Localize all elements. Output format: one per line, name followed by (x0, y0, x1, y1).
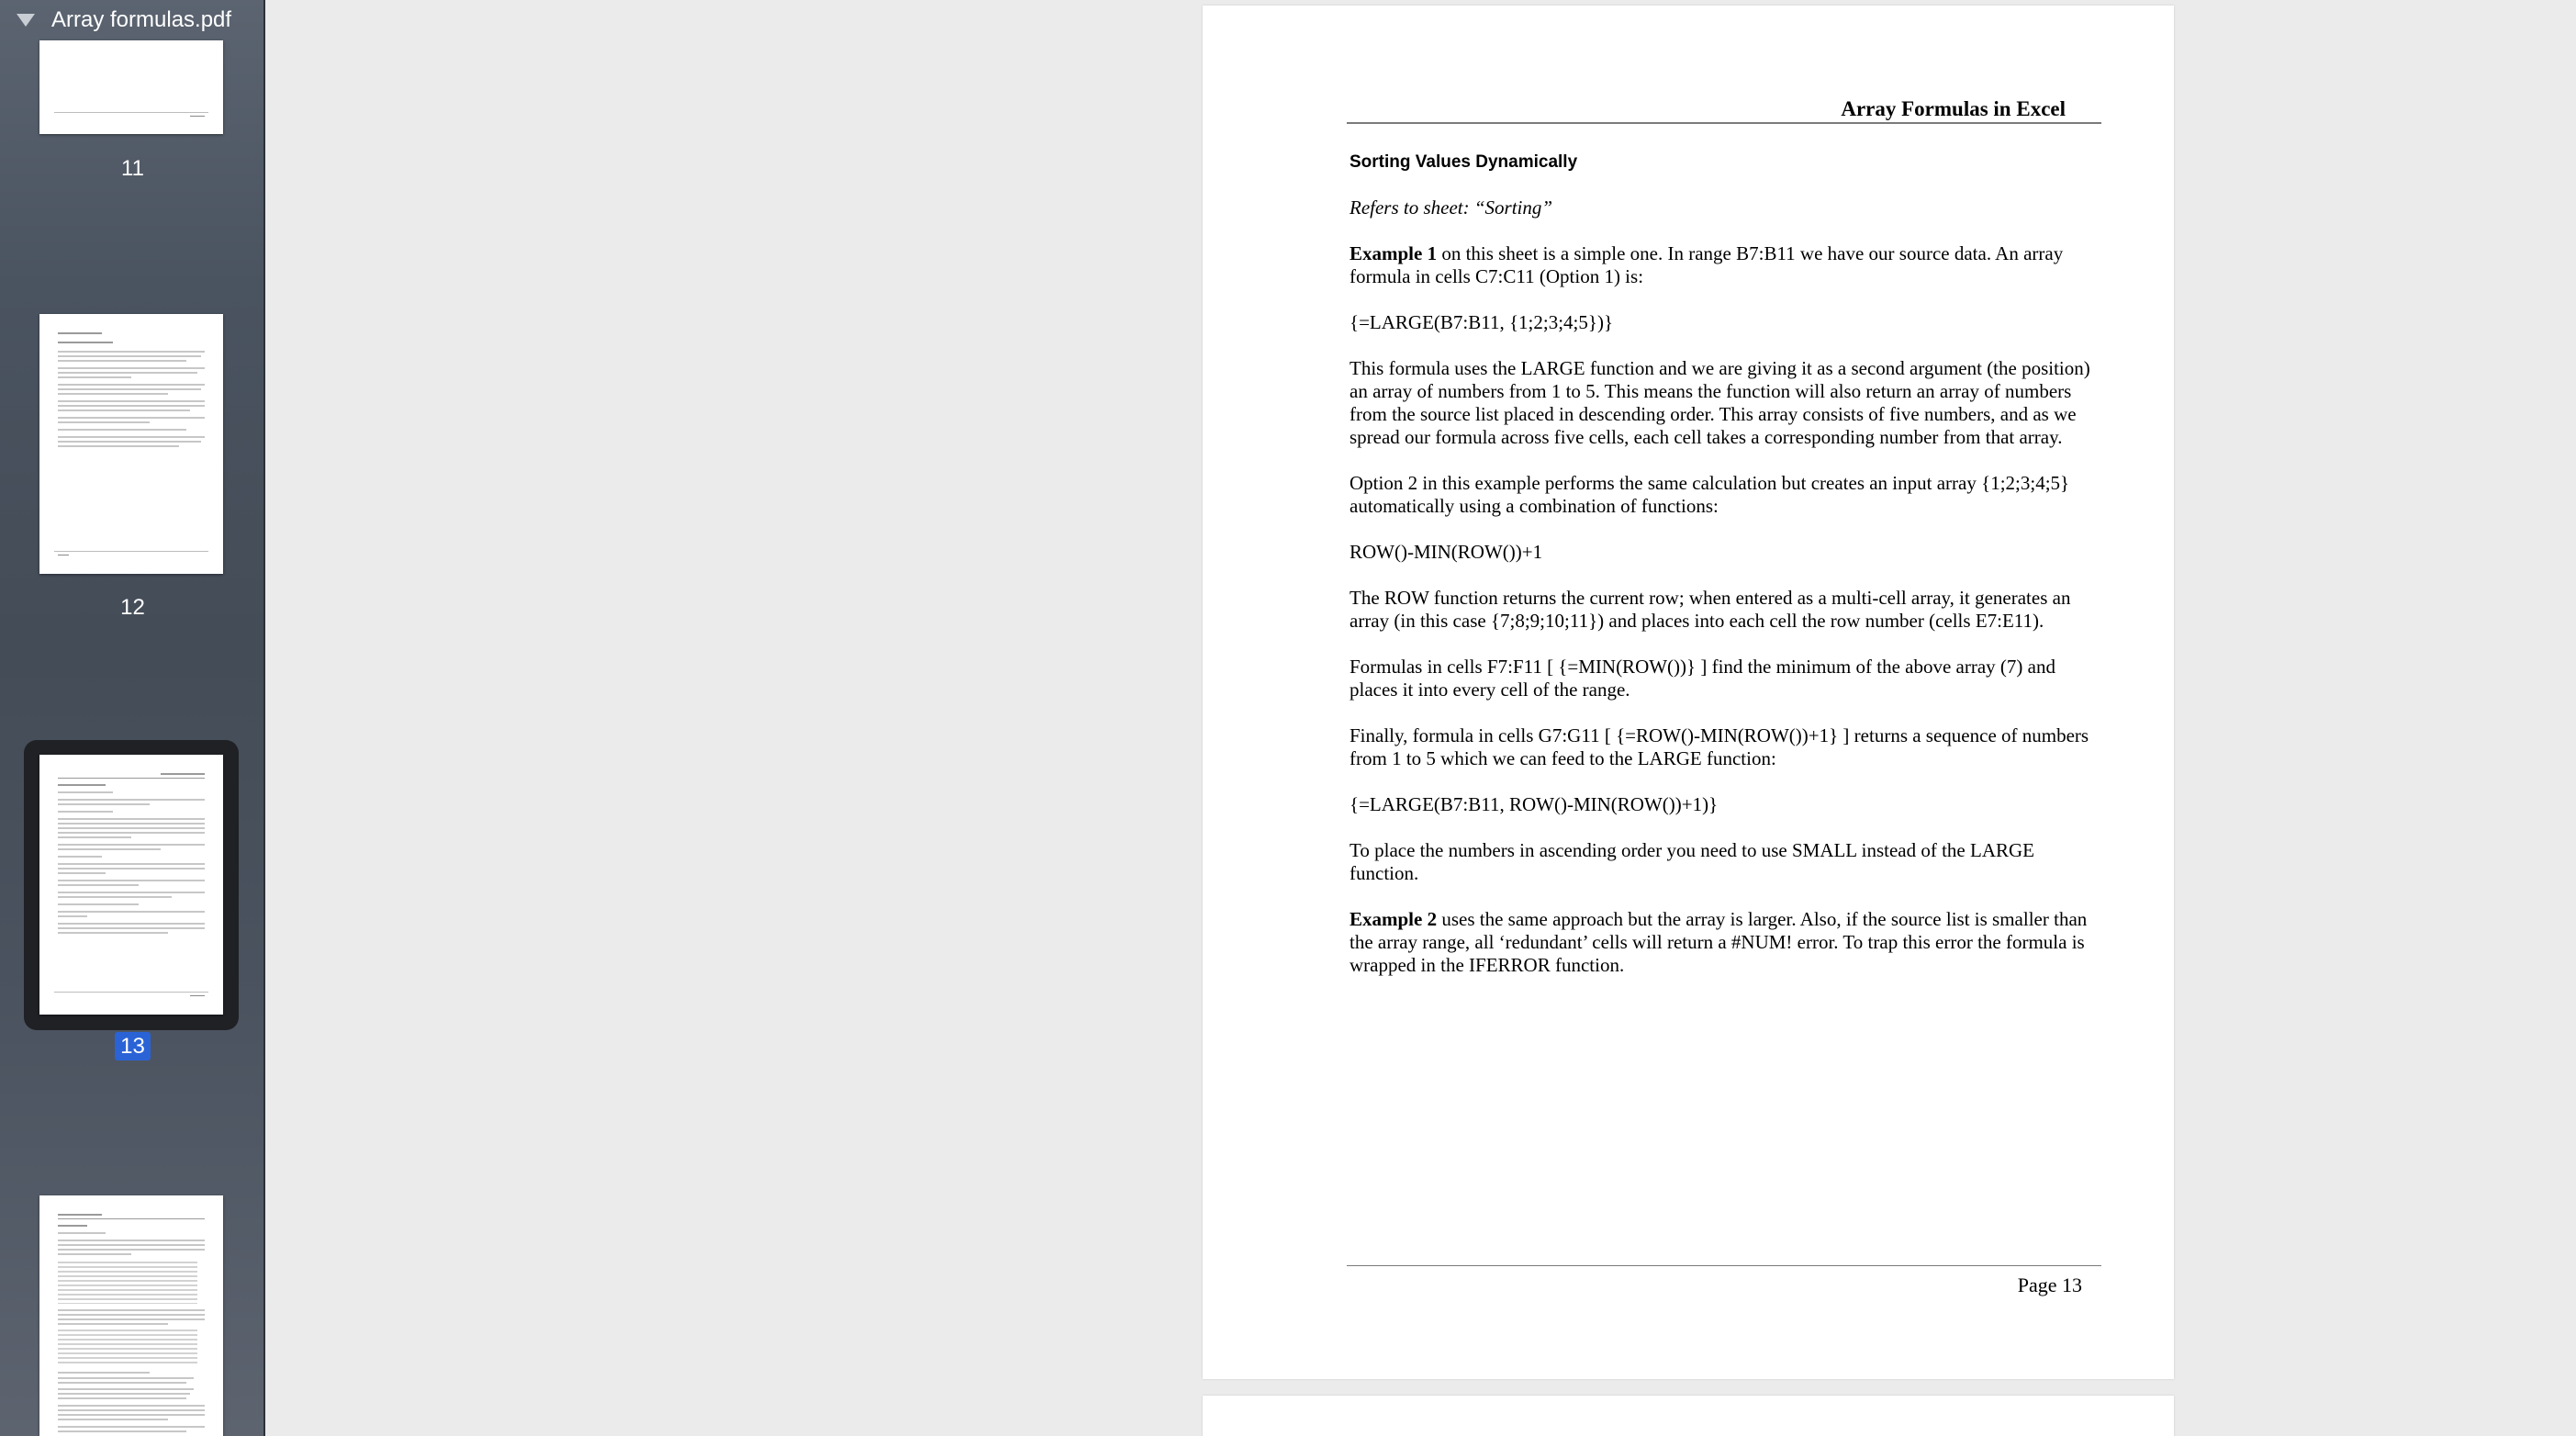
example-1-label: Example 1 (1350, 242, 1438, 264)
paragraph-sequence: Finally, formula in cells G7:G11 [ {=ROW()-MIN(ROW())+1} ] returns a sequence of numbers from 1 to 5 which we can feed to the LARGE function: (1350, 724, 2089, 769)
disclosure-triangle-icon[interactable] (17, 14, 35, 27)
formula-1: {=LARGE(B7:B11, {1;2;3;4;5})} (1350, 311, 1614, 333)
paragraph-large-explanation: This formula uses the LARGE function and we are giving it as a second argument (the position) an array of numbers from 1 to 5. This means the function will also return an array of numbers from the source list placed in descending order. This array consists of five numbers, and as we spread our formula across five cells, each cell takes a corresponding number from that array. (1350, 357, 2090, 448)
sidebar-header[interactable] (0, 0, 263, 40)
example-2-label: Example 2 (1350, 908, 1438, 930)
section-heading: Sorting Values Dynamically (1350, 152, 1578, 172)
thumbnail-sidebar (0, 0, 265, 1436)
page-thumbnail-11[interactable] (39, 40, 223, 134)
page-footer-number: Page 13 (2017, 1273, 2082, 1296)
formula-3: {=LARGE(B7:B11, ROW()-MIN(ROW())+1)} (1350, 793, 1719, 815)
paragraph-example-1 (1350, 242, 2093, 288)
page-number-label: 12 (120, 595, 145, 620)
paragraph-example-2 (1350, 908, 2093, 977)
page-thumbnail-14[interactable] (39, 1195, 223, 1436)
header-rule (1347, 122, 2101, 124)
footer-rule (1347, 1265, 2101, 1266)
example-2-text: uses the same approach but the array is larger. Also, if the source list is smaller than the array range, all ‘redundant’ cells will return a #NUM! error. To trap this error the formula is wrapped in the IFERROR function. (1350, 908, 2088, 976)
page-content (1350, 151, 2093, 1000)
paragraph-ascending: To place the numbers in ascending order you need to use SMALL instead of the LARGE function. (1350, 839, 2034, 884)
page-thumbnail-12[interactable] (39, 314, 223, 574)
paragraph-row-function: The ROW function returns the current row; when entered as a multi-cell array, it generates an array (in this case {7;8;9;10;11}) and places into each cell the row number (cells E7:E11). (1350, 587, 2071, 632)
document-page-14-top (1203, 1396, 2174, 1436)
page-header-title: Array Formulas in Excel (1841, 97, 2066, 120)
page-number-label-selected: 13 (0, 1034, 265, 1060)
document-viewer[interactable] (267, 0, 2576, 1436)
page-number-label: 11 (121, 156, 144, 181)
document-page-13 (1203, 6, 2174, 1379)
example-1-text: on this sheet is a simple one. In range B7:B11 we have our source data. An array formula in cells C7:C11 (Option 1) is: (1350, 242, 2064, 287)
document-title: Array formulas.pdf (51, 7, 232, 32)
page-thumbnail-13[interactable] (39, 755, 223, 1015)
paragraph-option-2: Option 2 in this example performs the same calculation but creates an input array {1;2;3;4;5} automatically using a combination of functions: (1350, 472, 2070, 517)
sheet-reference: Refers to sheet: “Sorting” (1350, 196, 1553, 219)
paragraph-min-row: Formulas in cells F7:F11 [ {=MIN(ROW())} ] find the minimum of the above array (7) and places it into every cell of the range. (1350, 656, 2055, 701)
formula-2: ROW()-MIN(ROW())+1 (1350, 541, 1543, 563)
